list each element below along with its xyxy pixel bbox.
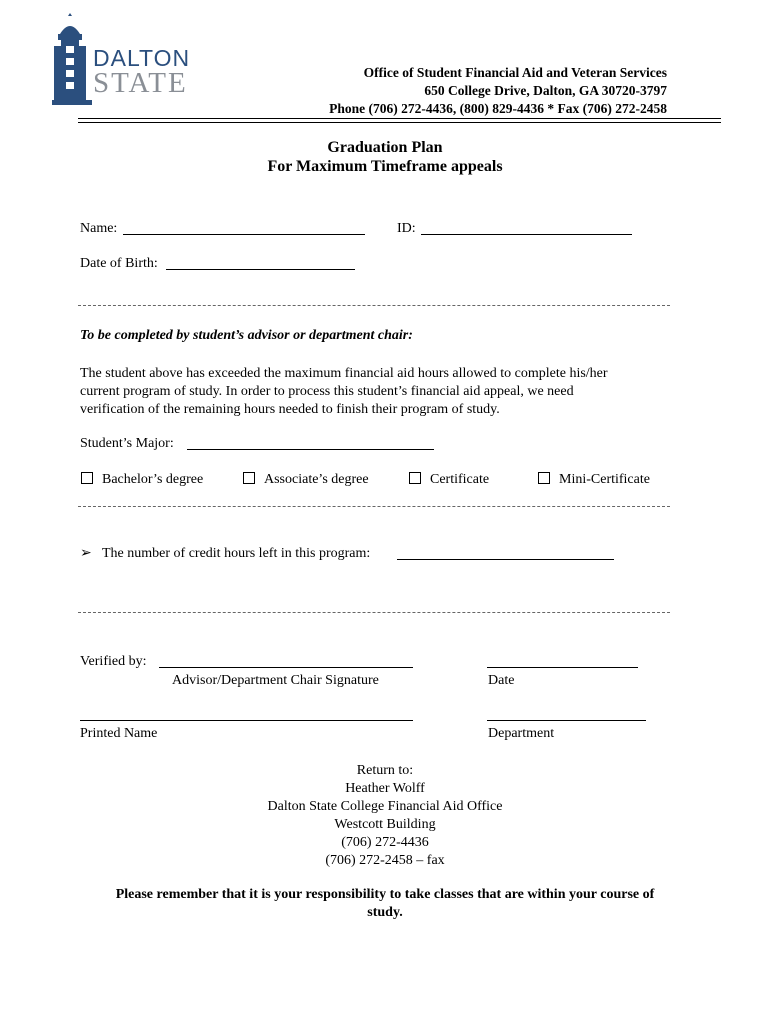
form-subtitle: For Maximum Timeframe appeals [267, 158, 503, 175]
reminder-line: Please remember that it is your responsibility to take classes that are within your course of [115, 887, 655, 902]
degree-option-mini-certificate[interactable] [538, 472, 650, 488]
degree-label: Associate’s degree [264, 472, 369, 487]
checkbox-icon[interactable] [243, 472, 255, 484]
credit-hours-field[interactable] [397, 559, 614, 560]
major-field[interactable] [187, 449, 434, 450]
checkbox-icon[interactable] [409, 472, 421, 484]
header-rule [78, 118, 721, 123]
advisor-heading: To be completed by student’s advisor or department chair: [80, 328, 413, 343]
signature-field[interactable] [159, 667, 413, 668]
office-address: 650 College Drive, Dalton, GA 30720-3797 [424, 83, 667, 98]
return-line: Heather Wolff [345, 781, 425, 796]
printed-name-caption: Printed Name [80, 726, 158, 741]
logo-text-state: STATE [93, 67, 188, 99]
form-title: Graduation Plan [327, 139, 443, 156]
office-phone: Phone (706) 272-4436, (800) 829-4436 * Fax (706) 272-2458 [329, 101, 667, 116]
dob-label: Date of Birth: [80, 256, 158, 271]
name-label: Name: [80, 221, 118, 236]
department-field[interactable] [487, 720, 646, 721]
paragraph-line: current program of study. In order to process this student’s financial aid appeal, we need [80, 384, 574, 399]
degree-option-bachelors[interactable] [81, 472, 203, 488]
major-label: Student’s Major: [80, 436, 174, 451]
return-line: (706) 272-2458 – fax [325, 853, 445, 868]
reminder-note [0, 886, 770, 922]
date-field[interactable] [487, 667, 638, 668]
return-to-block [0, 762, 770, 870]
printed-name-field[interactable] [80, 720, 413, 721]
dob-field[interactable] [166, 269, 355, 270]
return-line: Dalton State College Financial Aid Office [267, 799, 503, 814]
checkbox-icon[interactable] [538, 472, 550, 484]
id-field[interactable] [421, 234, 632, 235]
date-caption: Date [488, 673, 515, 688]
section-divider [78, 305, 670, 306]
office-name: Office of Student Financial Aid and Veteran Services [363, 65, 667, 80]
credit-hours-bullet-icon: ➢ [80, 546, 92, 561]
return-line: (706) 272-4436 [341, 835, 429, 850]
department-caption: Department [488, 726, 555, 741]
section-divider [78, 506, 670, 507]
paragraph-line: The student above has exceeded the maximum financial aid hours allowed to complete his/her [80, 366, 608, 381]
name-field[interactable] [123, 234, 365, 235]
dalton-state-logo [50, 12, 200, 108]
verified-by-label: Verified by: [80, 654, 147, 669]
id-label: ID: [397, 221, 416, 236]
signature-caption: Advisor/Department Chair Signature [172, 673, 379, 688]
degree-label: Mini-Certificate [559, 472, 650, 487]
explanation-paragraph [80, 365, 608, 419]
credit-hours-label: The number of credit hours left in this program: [102, 546, 371, 561]
degree-label: Certificate [430, 472, 490, 487]
return-line: Westcott Building [334, 817, 436, 832]
degree-label: Bachelor’s degree [102, 472, 204, 487]
degree-option-certificate[interactable] [409, 472, 489, 488]
degree-option-associates[interactable] [243, 472, 369, 488]
reminder-line: study. [367, 905, 403, 920]
logo-text-dalton: DALTON [93, 45, 191, 71]
return-line: Return to: [356, 763, 414, 778]
section-divider [78, 612, 670, 613]
paragraph-line: verification of the remaining hours needed to finish their program of study. [80, 402, 500, 417]
checkbox-icon[interactable] [81, 472, 93, 484]
